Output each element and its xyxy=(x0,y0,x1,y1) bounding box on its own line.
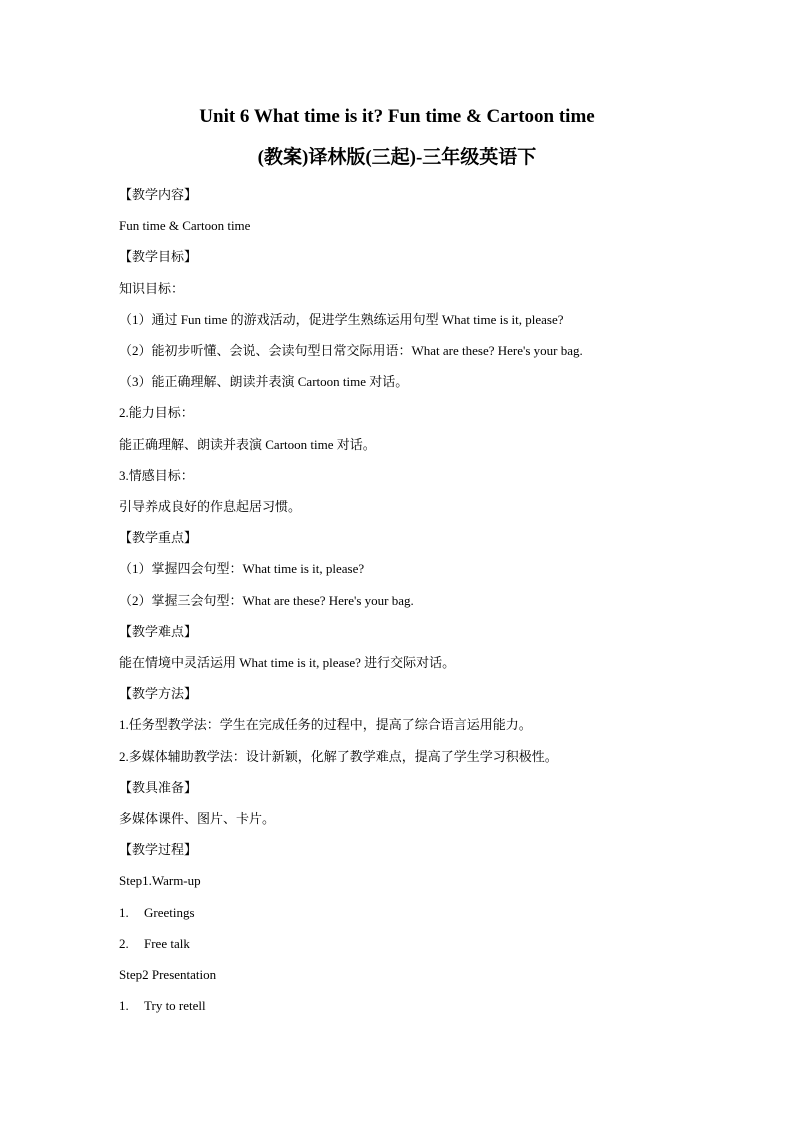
list-item-number: 1. xyxy=(119,998,129,1013)
list-item-text: Free talk xyxy=(144,936,190,951)
paragraph: Step2 Presentation xyxy=(119,967,217,982)
paragraph: （1）通过 Fun time 的游戏活动，促进学生熟练运用句型 What time is it, please? xyxy=(119,312,564,327)
paragraph: 3.情感目标： xyxy=(119,468,194,483)
list-item-text: Try to retell xyxy=(144,998,206,1013)
paragraph: 能正确理解、朗读并表演 Cartoon time 对话。 xyxy=(119,437,376,452)
paragraph: （1）掌握四会句型：What time is it, please? xyxy=(119,561,365,576)
section-heading-teaching-content: 【教学内容】 xyxy=(119,187,198,202)
list-item xyxy=(119,935,190,953)
paragraph: （2）掌握三会句型：What are these? Here's your bag. xyxy=(119,593,414,608)
section-heading-teaching-methods: 【教学方法】 xyxy=(119,686,198,701)
list-item-text: Greetings xyxy=(144,905,195,920)
paragraph: Step1.Warm-up xyxy=(119,873,201,888)
paragraph: Fun time & Cartoon time xyxy=(119,218,251,233)
paragraph: （2）能初步听懂、会说、会读句型日常交际用语：What are these? Here's your bag. xyxy=(119,343,583,358)
list-item-number: 1. xyxy=(119,905,129,920)
list-item xyxy=(119,997,206,1015)
section-heading-teaching-process: 【教学过程】 xyxy=(119,842,198,857)
paragraph: 2.多媒体辅助教学法：设计新颖，化解了教学难点，提高了学生学习积极性。 xyxy=(119,749,558,764)
section-heading-key-points: 【教学重点】 xyxy=(119,530,198,545)
paragraph: 引导养成良好的作息起居习惯。 xyxy=(119,499,302,514)
paragraph: 多媒体课件、图片、卡片。 xyxy=(119,811,276,826)
section-heading-teaching-objectives: 【教学目标】 xyxy=(119,249,198,264)
paragraph: 1.任务型教学法：学生在完成任务的过程中，提高了综合语言运用能力。 xyxy=(119,717,532,732)
document-title-line-1: Unit 6 What time is it? Fun time & Cartoon time xyxy=(199,106,595,127)
paragraph: 2.能力目标： xyxy=(119,405,194,420)
list-item xyxy=(119,904,195,922)
section-heading-teaching-aids: 【教具准备】 xyxy=(119,780,198,795)
section-heading-difficulties: 【教学难点】 xyxy=(119,624,198,639)
paragraph: 能在情境中灵活运用 What time is it, please? 进行交际对话。 xyxy=(119,655,456,670)
document-title-line-2: (教案)译林版(三起)-三年级英语下 xyxy=(257,147,537,168)
paragraph: 知识目标： xyxy=(119,281,185,296)
list-item-number: 2. xyxy=(119,936,129,951)
paragraph: （3）能正确理解、朗读并表演 Cartoon time 对话。 xyxy=(119,374,409,389)
